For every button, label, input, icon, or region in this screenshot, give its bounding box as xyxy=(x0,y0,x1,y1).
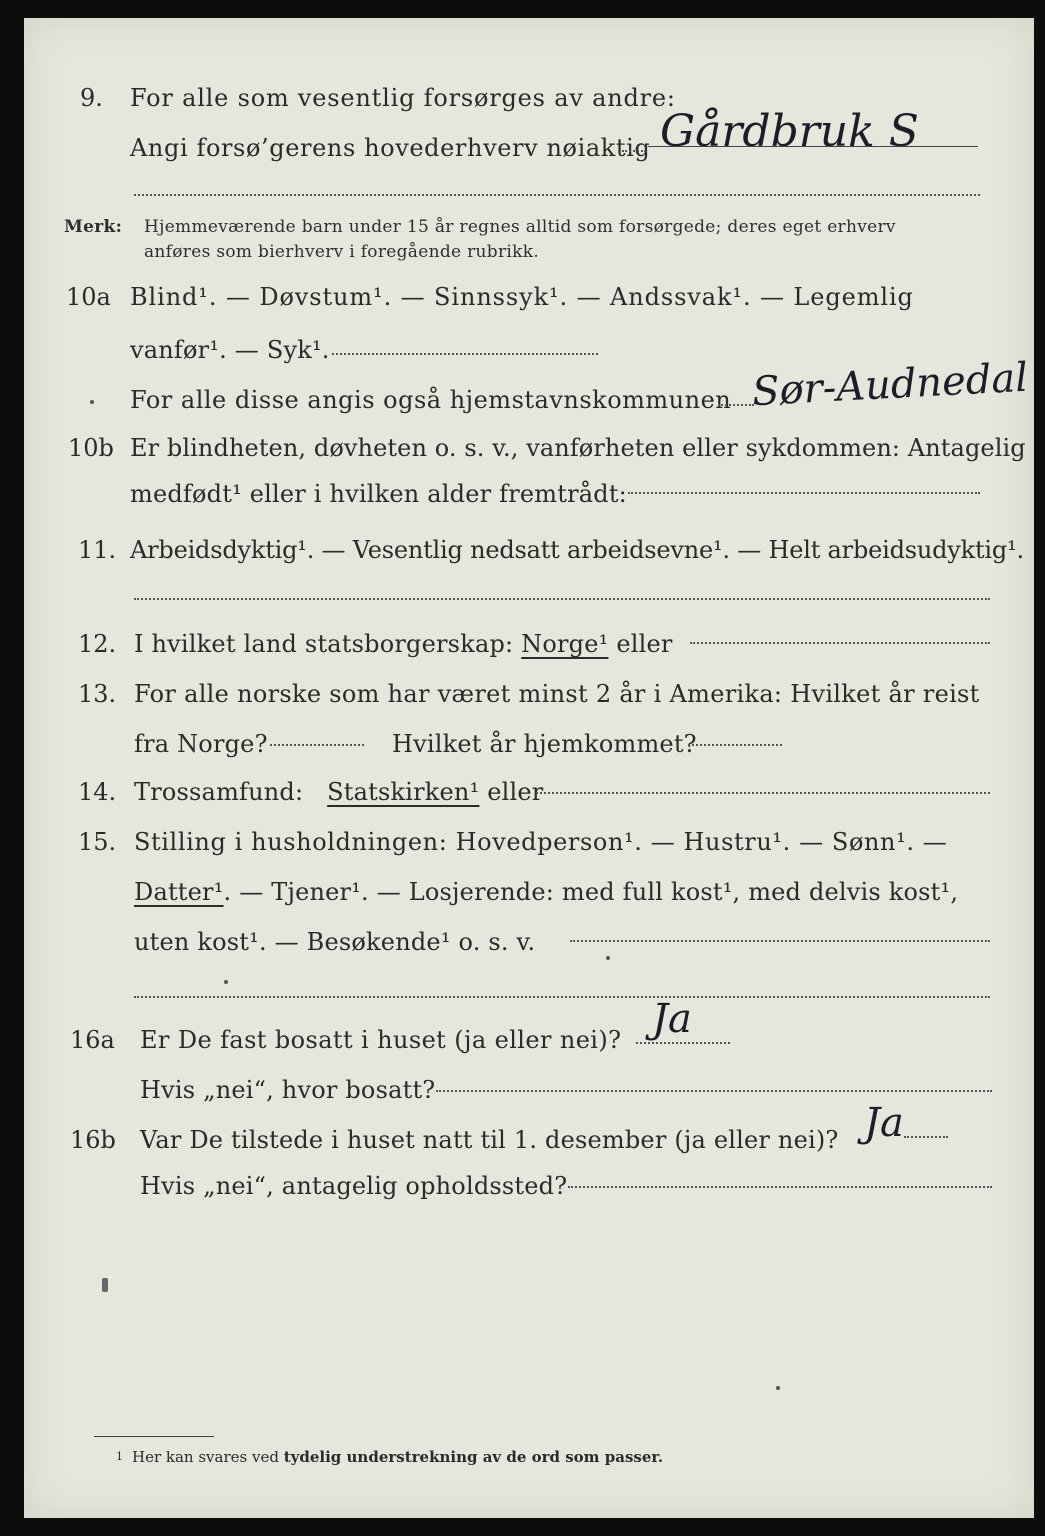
q15-extra-line xyxy=(134,996,990,998)
margin-speck xyxy=(776,1386,780,1390)
q11-extra-line xyxy=(134,598,990,600)
q16b-line2: Hvis „nei“, antagelig opholdssted? xyxy=(140,1172,568,1200)
q16b-answer-handwriting: Ja xyxy=(864,1100,904,1146)
q11-line1: Arbeidsdyktig¹. — Vesentlig nedsatt arbeidsevne¹. — Helt arbeidsudyktig¹. xyxy=(130,536,1024,564)
q9-extra-line xyxy=(134,194,980,196)
q13-line2a: fra Norge? xyxy=(134,730,268,758)
q12-prefix: I hvilket land statsborgerskap: xyxy=(134,630,514,658)
q13-line2a-leader xyxy=(270,744,364,746)
q12-leader xyxy=(690,642,990,644)
q14-text xyxy=(134,778,543,806)
q16a-answer-handwriting: Ja xyxy=(652,996,692,1042)
q14-suffix: eller xyxy=(487,778,544,806)
q13-line2b-leader xyxy=(688,744,782,746)
q12-suffix: eller xyxy=(616,630,673,658)
margin-speck xyxy=(90,400,94,404)
q10a-line2: vanfør¹. — Syk¹. xyxy=(130,336,330,364)
q14-prefix: Trossamfund: xyxy=(134,778,304,806)
merk-label: Merk: xyxy=(64,217,123,237)
q12-underlined-answer: Norge¹ xyxy=(521,630,609,658)
q10a-line3: For alle disse angis også hjemstavnskommunen xyxy=(130,386,732,414)
q10a-answer-handwriting: Sør-Audnedal xyxy=(750,354,1030,416)
q10a-line3-leader xyxy=(718,404,754,406)
q9-answer-line xyxy=(648,146,978,147)
census-form-page xyxy=(24,18,1034,1518)
q13-line1: For alle norske som har været minst 2 år i Amerika: Hvilket år reist xyxy=(134,680,980,708)
q14-underlined-answer: Statskirken¹ xyxy=(327,778,480,806)
q16b-line2-leader xyxy=(568,1186,992,1188)
q15-line3-leader xyxy=(570,940,990,942)
margin-ink-mark xyxy=(102,1278,108,1292)
merk-line1: Hjemmeværende barn under 15 år regnes alltid som forsørgede; deres eget erhverv xyxy=(144,217,896,237)
q12-number: 12. xyxy=(78,630,117,658)
q10a-number: 10a xyxy=(66,283,111,311)
q16a-line2-leader xyxy=(436,1090,992,1092)
q15-number: 15. xyxy=(78,828,117,856)
footnote-text-bold: tydelig understrekning av de ord som passer. xyxy=(283,1448,664,1466)
q10a-line1: Blind¹. — Døvstum¹. — Sinnssyk¹. — Andssvak¹. — Legemlig xyxy=(130,283,914,311)
q16b-line1: Var De tilstede i huset natt til 1. desember (ja eller nei)? xyxy=(140,1126,839,1154)
footnote-text-plain: Her kan svares ved xyxy=(132,1448,279,1466)
q14-leader xyxy=(536,792,990,794)
q10b-line2-leader xyxy=(628,492,980,494)
q16b-number: 16b xyxy=(70,1126,116,1154)
q13-line2b: Hvilket år hjemkommet? xyxy=(392,730,697,758)
q9-answer-handwriting: Gårdbruk S xyxy=(660,106,919,157)
merk-line2: anføres som bierhverv i foregående rubrikk. xyxy=(144,242,540,262)
q15-underlined-answer: Datter¹ xyxy=(134,878,224,906)
q15-line3: uten kost¹. — Besøkende¹ o. s. v. xyxy=(134,928,536,956)
q16a-line1-leader xyxy=(636,1042,730,1044)
q12-text xyxy=(134,630,673,658)
q16b-line1-leader xyxy=(904,1136,948,1138)
q11-number: 11. xyxy=(78,536,117,564)
q9-number: 9. xyxy=(80,84,103,112)
q15-line2-rest: . — Tjener¹. — Losjerende: med full kost¹, med delvis kost¹, xyxy=(223,878,959,906)
footnote-rule xyxy=(94,1436,214,1437)
q16a-line1: Er De fast bosatt i huset (ja eller nei)? xyxy=(140,1026,622,1054)
margin-speck xyxy=(606,956,610,960)
q9-answer-leader xyxy=(622,150,646,152)
q9-line2: Angi forsø’gerens hovederhverv nøiaktig xyxy=(130,134,651,162)
q10b-number: 10b xyxy=(68,434,114,462)
q10b-line2: medfødt¹ eller i hvilken alder fremtrådt: xyxy=(130,480,627,508)
footnote-marker: 1 xyxy=(116,1450,123,1463)
q15-line2 xyxy=(134,878,958,906)
q10b-line1: Er blindheten, døvheten o. s. v., vanførheten eller sykdommen: Antagelig xyxy=(130,434,1026,462)
q9-line1: For alle som vesentlig forsørges av andre: xyxy=(130,84,676,112)
q14-number: 14. xyxy=(78,778,117,806)
q16a-number: 16a xyxy=(70,1026,115,1054)
q13-number: 13. xyxy=(78,680,117,708)
q16a-line2: Hvis „nei“, hvor bosatt? xyxy=(140,1076,436,1104)
footnote-text xyxy=(132,1448,663,1466)
margin-speck xyxy=(224,980,228,984)
q10a-line2-leader xyxy=(332,353,598,355)
q15-line1: Stilling i husholdningen: Hovedperson¹. — Hustru¹. — Sønn¹. — xyxy=(134,828,948,856)
